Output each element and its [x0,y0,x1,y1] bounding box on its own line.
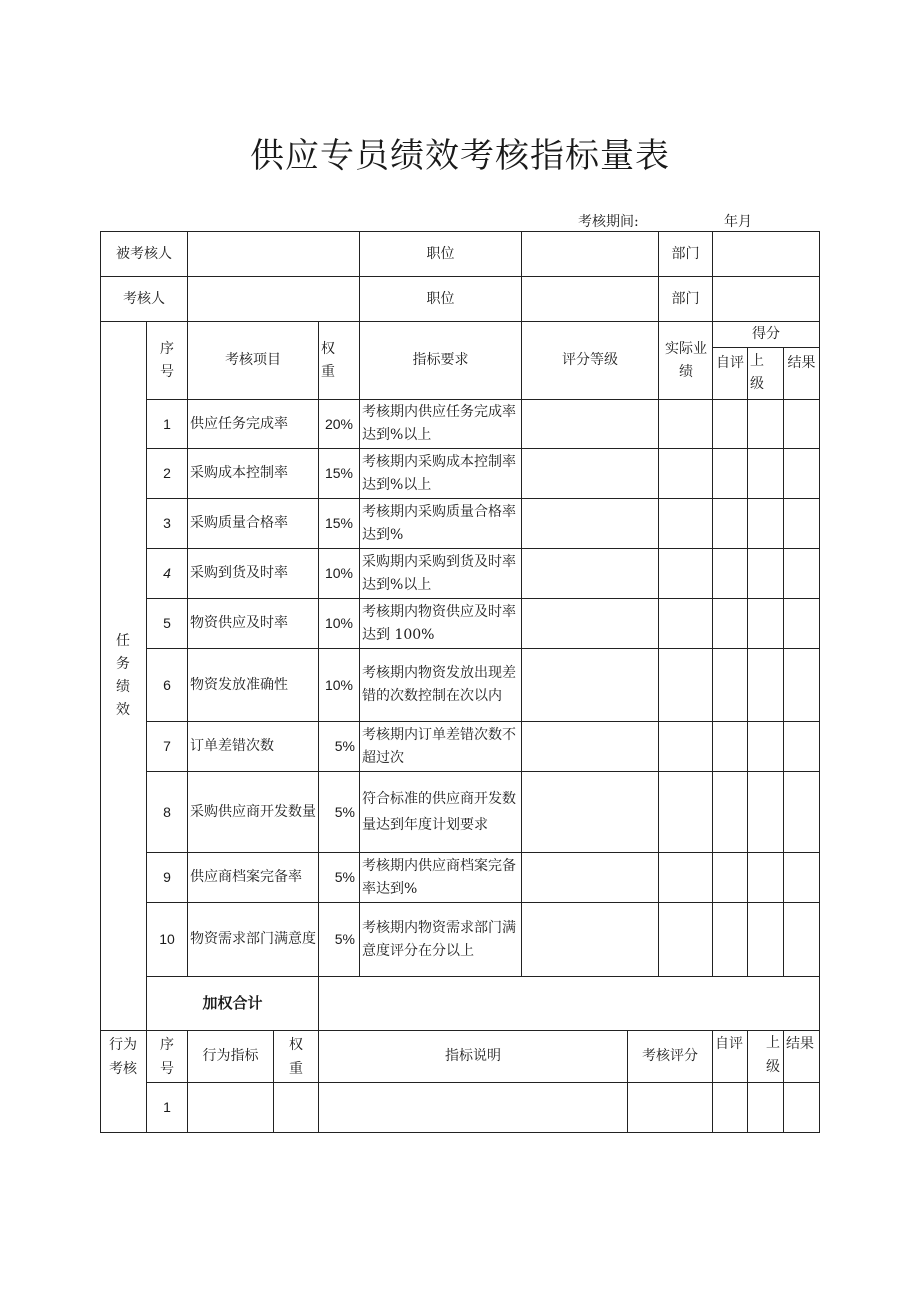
task-row-10-no: 10 [159,931,175,947]
task-row-5-no: 5 [163,615,171,631]
period-label: 考核期间: [578,214,639,230]
task-row-10-req: 考核期内物资需求部门满意度评分在分以上 [362,919,516,959]
task-row-10-weight: 5% [334,931,355,947]
task-col-score: 得分 [752,326,780,342]
task-row-7-req: 考核期内订单差错次数不超过次 [362,726,516,766]
assessee-value[interactable] [188,232,359,276]
task-row-3-no: 3 [163,515,171,531]
behavior-col-superior: 上级 [766,1035,780,1075]
task-row-2-req: 考核期内采购成本控制率达到%以上 [362,453,516,493]
behavior-col-result: 结果 [786,1036,814,1052]
task-row-9-weight: 5% [334,869,355,885]
behavior-col-weight: 权重 [289,1036,303,1077]
task-col-grade: 评分等级 [562,352,618,368]
task-col-requirement: 指标要求 [412,352,469,368]
task-row-7-weight: 5% [334,738,355,754]
behavior-section-label: 行为考核 [109,1036,137,1077]
assessor-label: 考核人 [123,290,165,307]
task-row-2-weight: 15% [324,465,354,481]
behavior-col-desc: 指标说明 [445,1048,501,1064]
task-row-7-no: 7 [163,738,171,754]
task-row-2-no: 2 [163,465,171,481]
task-row-1-weight: 20% [324,415,354,432]
assessee-position-value[interactable] [522,232,658,276]
behavior-row-1-no: 1 [163,1099,171,1115]
behavior-col-indicator: 行为指标 [202,1048,259,1064]
task-row-6-req: 考核期内物资发放出现差错的次数控制在次以内 [362,665,516,704]
task-row-4-weight: 10% [324,565,354,581]
task-section-label: 任务绩效 [116,633,130,718]
assessor-position-value[interactable] [522,277,658,321]
task-row-9-req: 考核期内供应商档案完备率达到% [362,857,516,897]
task-row-6-item: 物资发放准确性 [190,676,288,693]
task-col-item: 考核项目 [225,352,281,368]
task-row-3-req: 考核期内采购质量合格率达到% [362,503,516,543]
task-row-7-item: 订单差错次数 [190,738,274,754]
assessor-position-label: 职位 [426,290,455,307]
task-row-10-item: 物资需求部门满意度 [190,931,316,947]
task-col-seq: 序号 [160,340,174,380]
behavior-col-score: 考核评分 [642,1048,698,1064]
task-row-3-weight: 15% [324,515,354,531]
task-col-superior: 上级 [750,353,764,392]
assessee-department-value[interactable] [713,232,819,276]
task-row-8-req: 符合标准的供应商开发数量达到年度计划要求 [362,791,516,833]
task-row-8-weight: 5% [334,803,355,820]
period-suffix: 年月 [724,214,752,230]
task-row-9-no: 9 [163,869,171,885]
task-row-6-weight: 10% [324,676,354,693]
assessee-position-label: 职位 [426,245,455,262]
task-row-3-item: 采购质量合格率 [190,515,288,531]
assessor-department-value[interactable] [713,277,819,321]
task-row-5-req: 考核期内物资供应及时率达到 100% [362,603,516,643]
task-row-5-weight: 10% [324,615,354,631]
assessee-department-label: 部门 [671,245,700,262]
task-row-1-item: 供应任务完成率 [190,415,288,432]
assessee-label: 被考核人 [116,245,172,262]
task-row-2-item: 采购成本控制率 [190,465,288,481]
task-col-weight: 权重 [321,340,335,380]
task-col-result: 结果 [787,355,816,371]
behavior-col-seq: 序号 [160,1036,174,1077]
assessor-department-label: 部门 [671,290,700,307]
task-row-4-req: 采购期内采购到货及时率达到%以上 [362,553,516,593]
behavior-col-self: 自评 [715,1036,743,1052]
task-row-1-no: 1 [163,415,171,432]
task-row-4-no: 4 [163,565,171,581]
weighted-total-label: 加权合计 [202,995,263,1012]
task-row-6-no: 6 [163,676,171,693]
task-row-5-item: 物资供应及时率 [190,615,288,631]
task-col-self: 自评 [716,355,744,371]
task-row-1-req: 考核期内供应任务完成率达到%以上 [362,404,516,443]
task-row-8-item: 采购供应商开发数量 [190,804,316,820]
task-col-actual: 实际业绩 [665,340,707,380]
task-row-8-no: 8 [163,803,171,820]
task-row-9-item: 供应商档案完备率 [190,869,302,885]
page-title: 供应专员绩效考核指标量表 [250,136,670,176]
assessor-value[interactable] [188,277,359,321]
weighted-total-value[interactable] [319,977,819,1030]
task-row-4-item: 采购到货及时率 [190,565,288,581]
